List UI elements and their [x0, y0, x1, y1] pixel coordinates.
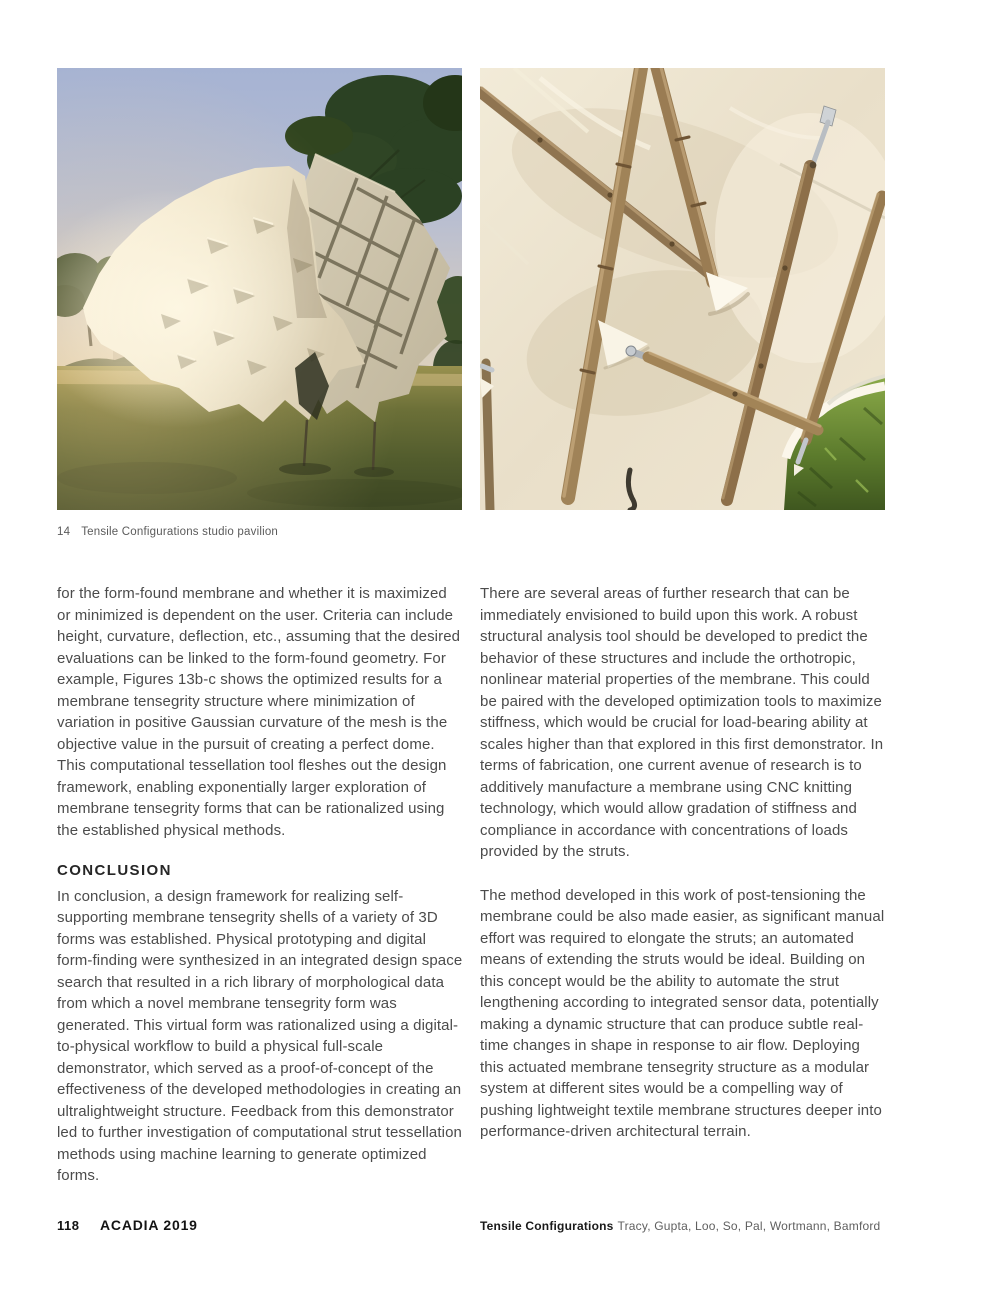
- left-column: [57, 583, 464, 1187]
- figure-caption-number: 14: [57, 526, 71, 538]
- pavilion-photo-illustration: [57, 68, 462, 510]
- right-column: [480, 583, 887, 1143]
- conference-name: ACADIA 2019: [100, 1217, 198, 1233]
- conclusion-paragraph: In conclusion, a design framework for realizing self-supporting membrane tensegrity shells of a variety of 3D forms was established. Physical prototyping and digital form-finding were synthesized in an integrated design space search that resulted in a rich library of morphological data from which a novel membrane tensegrity form was generated. This virtual form was rationalized using a digital-to-physical workflow to build a physical full-scale demonstrator, which served as a proof-of-concept of the effectiveness of the developed methodologies in creating an ultralightweight structure. Feedback from this demonstrator led to further investigation of computational strut tessellation methods using machine learning to generate optimized forms.: [57, 887, 463, 1184]
- membrane-closeup-photo: [480, 68, 885, 510]
- figure-caption: [57, 526, 278, 538]
- page-number: 118: [57, 1218, 80, 1233]
- paper-authors: Tracy, Gupta, Loo, So, Pal, Wortmann, Bamford: [617, 1219, 881, 1233]
- paper-title: Tensile Configurations: [480, 1219, 614, 1233]
- pavilion-photo: [57, 68, 462, 510]
- conclusion-heading: CONCLUSION: [57, 862, 172, 879]
- left-paragraph-1: for the form-found membrane and whether it is maximized or minimized is dependent on the user. Criteria can include height, curvature, deflection, etc., assuming that the desired evaluations can be linked to the form-found geometry. For example, Figures 13b-c shows the optimized results for a membrane tensegrity structure where minimization of variation in positive Gaussian curvature of the mesh is the objective value in the pursuit of creating a perfect dome. This computational tessellation tool fleshes out the design framework, enabling exponentially larger exploration of membrane tensegrity forms that can be rationalized using the established physical methods.: [57, 585, 461, 839]
- right-paragraph-1: There are several areas of further research that can be immediately envisioned to build upon this work. A robust structural analysis tool should be developed to predict the behavior of these structures and include the orthotropic, nonlinear material properties of the membrane. This could be paired with the developed optimization tools to maximize stiffness, which would be crucial for load-bearing ability at scales higher than that explored in this first demonstrator. In terms of fabrication, one current avenue of research is to additively manufacture a membrane using CNC knitting technology, which would allow gradation of stiffness and compliance in accordance with concentrations of loads provided by the struts.: [480, 585, 884, 860]
- right-paragraph-2: The method developed in this work of post-tensioning the membrane could be also made easier, as significant manual effort was required to elongate the struts; an automated means of extending the struts would be ideal. Building on this concept would be the ability to automate the strut lengthening according to integrated sensor data, potentially making a dynamic structure that can produce subtle real-time changes in shape in response to air flow. Deploying this actuated membrane tensegrity structure as a modular system at different sites would be a compelling way of pushing lightweight textile membrane structures deeper into performance-driven architectural terrain.: [480, 886, 885, 1140]
- figure-caption-text: Tensile Configurations studio pavilion: [81, 526, 279, 538]
- footer-left: [57, 1217, 198, 1233]
- membrane-closeup-illustration: [480, 68, 885, 510]
- footer-right: [480, 1219, 880, 1233]
